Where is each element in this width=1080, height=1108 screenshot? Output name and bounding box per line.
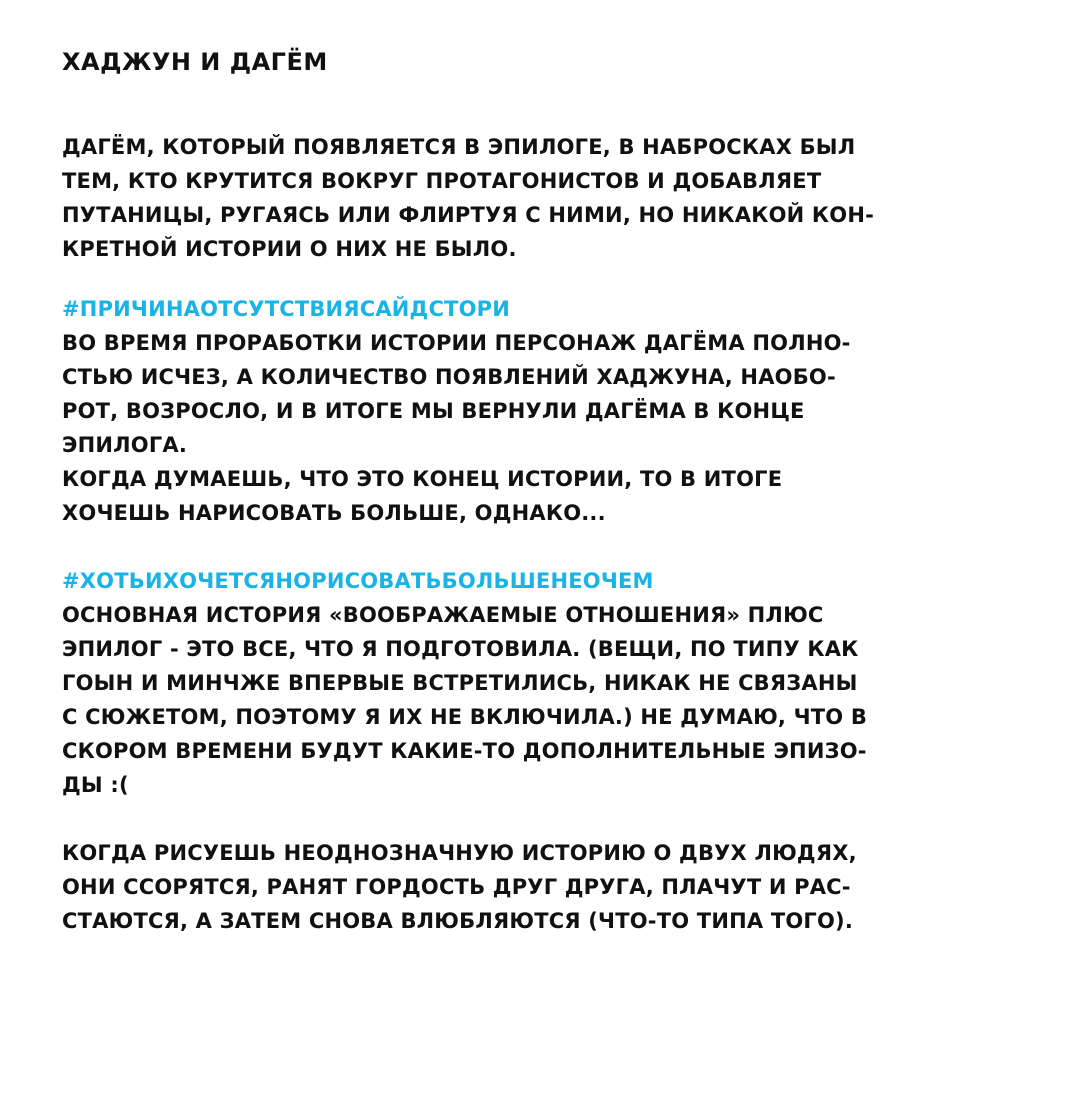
text-line: ЭПИЛОГ - ЭТО ВСЕ, ЧТО Я ПОДГОТОВИЛА. (ВЕЩИ, ПО ТИПУ КАК [62,637,859,661]
text-line: ГОЫН И МИНЧЖЕ ВПЕРВЫЕ ВСТРЕТИЛИСЬ, НИКАК НЕ СВЯЗАНЫ [62,671,858,695]
text-line: КОГДА РИСУЕШЬ НЕОДНОЗНАЧНУЮ ИСТОРИЮ О ДВУХ ЛЮДЯХ, [62,841,857,865]
hashtag: #ХОТЬИХОЧЕТСЯНОРИСОВАТЬБОЛЬШЕНЕОЧЕМ [62,569,654,593]
text-line: С СЮЖЕТОМ, ПОЭТОМУ Я ИХ НЕ ВКЛЮЧИЛА.) НЕ ДУМАЮ, ЧТО В [62,705,868,729]
text-line: ОСНОВНАЯ ИСТОРИЯ «ВООБРАЖАЕМЫЕ ОТНОШЕНИЯ» ПЛЮС [62,603,824,627]
text-line: СКОРОМ ВРЕМЕНИ БУДУТ КАКИЕ-ТО ДОПОЛНИТЕЛЬНЫЕ ЭПИЗО- [62,739,867,763]
text-line: СТАЮТСЯ, А ЗАТЕМ СНОВА ВЛЮБЛЯЮТСЯ (ЧТО-ТО ТИПА ТОГО). [62,909,854,933]
text-line: ДАГЁМ, КОТОРЫЙ ПОЯВЛЯЕТСЯ В ЭПИЛОГЕ, В НАБРОСКАХ БЫЛ [62,135,856,159]
text-line: КОГДА ДУМАЕШЬ, ЧТО ЭТО КОНЕЦ ИСТОРИИ, ТО В ИТОГЕ [62,467,783,491]
text-line: ТЕМ, КТО КРУТИТСЯ ВОКРУГ ПРОТАГОНИСТОВ И ДОБАВЛЯЕТ [62,169,822,193]
hashtag: #ПРИЧИНАОТСУТСТВИЯСАЙДСТОРИ [62,297,510,321]
text-line: СТЬЮ ИСЧЕЗ, А КОЛИЧЕСТВО ПОЯВЛЕНИЙ ХАДЖУНА, НАОБО- [62,365,836,389]
text-line: КРЕТНОЙ ИСТОРИИ О НИХ НЕ БЫЛО. [62,237,517,261]
text-line: ВО ВРЕМЯ ПРОРАБОТКИ ИСТОРИИ ПЕРСОНАЖ ДАГЁМА ПОЛНО- [62,331,851,355]
closing-paragraph [62,836,1022,938]
text-line: ОНИ ССОРЯТСЯ, РАНЯТ ГОРДОСТЬ ДРУГ ДРУГА, ПЛАЧУТ И РАС- [62,875,851,899]
text-line: ПУТАНИЦЫ, РУГАЯСЬ ИЛИ ФЛИРТУЯ С НИМИ, НО НИКАКОЙ КОН- [62,203,875,227]
text-line: ХОЧЕШЬ НАРИСОВАТЬ БОЛЬШЕ, ОДНАКО... [62,501,606,525]
text-line: ЭПИЛОГА. [62,433,188,457]
side-story-reason-section [62,292,1022,530]
page-title: ХАДЖУН И ДАГЁМ [62,48,328,76]
text-line: ДЫ :( [62,773,129,797]
text-line: РОТ, ВОЗРОСЛО, И В ИТОГЕ МЫ ВЕРНУЛИ ДАГЁМА В КОНЦЕ [62,399,805,423]
intro-paragraph [62,130,1022,266]
more-drawings-section [62,564,1022,802]
